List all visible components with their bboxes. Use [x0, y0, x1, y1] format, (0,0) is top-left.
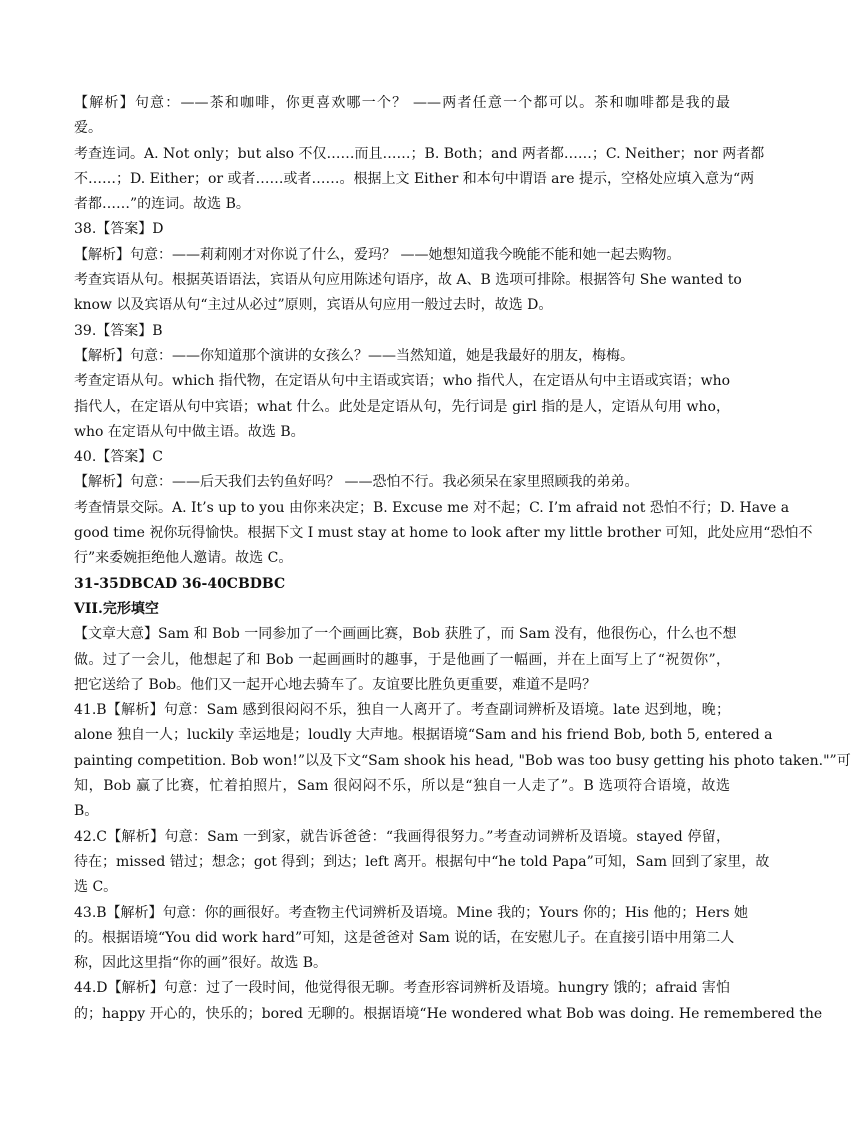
text-line: 的。根据语境“You did work hard”可知，这是爸爸对 Sam 说的话，在安慰儿子。在直接引语中用第二人: [74, 929, 735, 946]
text-line: alone 独自一人；luckily 幸运地是；loudly 大声地。根据语境“Sam and his friend Bob, both 5, entered a: [74, 727, 773, 744]
text-line: 的；happy 开心的，快乐的；bored 无聊的。根据语境“He wondered what Bob was doing. He remembered the: [74, 1005, 823, 1022]
text-line: who 在定语从句中做主语。故选 B。: [74, 423, 305, 440]
text-line: 爱。: [74, 120, 102, 137]
text-line: 39.【答案】B: [74, 322, 163, 339]
text-line: 考查定语从句。which 指代物，在定语从句中主语或宾语；who 指代人，在定语从句中主语或宾语；who: [74, 373, 731, 390]
text-line: 待在；missed 错过；想念；got 得到；到达；left 离开。根据句中“he told Papa”可知，Sam 回到了家里，故: [74, 853, 770, 870]
text-line: 考查连词。A. Not only；but also 不仅……而且……；B. Both；and 两者都……；C. Neither；nor 两者都: [74, 145, 765, 162]
section-heading: 31-35DBCAD 36-40CBDBC: [74, 575, 286, 592]
text-line: 指代人，在定语从句中宾语；what 什么。此处是定语从句，先行词是 girl 指的是人，定语从句用 who，: [74, 398, 730, 415]
section-heading: VII.完形填空: [74, 600, 159, 617]
text-line: 考查宾语从句。根据英语语法，宾语从句应用陈述句语序，故 A、B 选项可排除。根据答句 She wanted to: [74, 272, 742, 289]
text-line: 做。过了一会儿，他想起了和 Bob 一起画画时的趣事，于是他画了一幅画，并在上面写上了“祝贺你”，: [74, 651, 730, 668]
text-line: good time 祝你玩得愉快。根据下文 I must stay at home to look after my little brother 可知，此处应用“恐怕不: [74, 525, 813, 542]
text-line: 知，Bob 赢了比赛，忙着拍照片，Sam 很闷闷不乐，所以是“独自一人走了”。B 选项符合语境，故选: [74, 778, 730, 795]
text-line: 把它送给了 Bob。他们又一起开心地去骑车了。友谊要比胜负更重要，难道不是吗？: [74, 676, 597, 693]
text-line: 44.D【解析】句意：过了一段时间，他觉得很无聊。考查形容词辨析及语境。hungry 饿的；afraid 害怕: [74, 980, 730, 997]
text-line: 者都……”的连词。故选 B。: [74, 196, 250, 213]
text-line: 43.B【解析】句意：你的画很好。考查物主代词辨析及语境。Mine 我的；Yours 你的；His 他的；Hers 她: [74, 904, 749, 921]
text-line: 40.【答案】C: [74, 449, 163, 466]
text-line: 选 C。: [74, 879, 118, 896]
text-line: 【解析】句意：——你知道那个演讲的女孩么？——当然知道，她是我最好的朋友，梅梅。: [74, 347, 634, 364]
text-line: know 以及宾语从句“主过从必过”原则，宾语从句应用一般过去时，故选 D。: [74, 297, 553, 314]
text-line: 42.C【解析】句意：Sam 一到家，就告诉爸爸：“我画得很努力。”考查动词辨析及语境。stayed 停留，: [74, 828, 730, 845]
text-line: painting competition. Bob won!”以及下文“Sam shook his head, "Bob was too busy getting his photo taken."”可: [74, 752, 851, 769]
text-line: B。: [74, 803, 99, 820]
text-line: 【解析】句意：——莉莉刚才对你说了什么，爱玛？ ——她想知道我今晚能不能和她一起去购物。: [74, 246, 681, 263]
text-line: 38.【答案】D: [74, 221, 164, 238]
text-line: 行”来委婉拒绝他人邀请。故选 C。: [74, 550, 293, 567]
text-line: 考查情景交际。A. It’s up to you 由你来决定；B. Excuse me 对不起；C. I’m afraid not 恐怕不行；D. Have a: [74, 499, 790, 516]
text-line: 不……；D. Either；or 或者……或者……。根据上文 Either 和本句中谓语 are 提示，空格处应填入意为“两: [74, 170, 755, 187]
text-line: 称，因此这里指“你的画”很好。故选 B。: [74, 955, 328, 972]
text-line: 41.B【解析】句意：Sam 感到很闷闷不乐，独自一人离开了。考查副词辨析及语境。late 迟到地，晚；: [74, 702, 730, 719]
text-line: 【解析】句意：——茶和咖啡，你更喜欢哪一个？ ——两者任意一个都可以。茶和咖啡都是我的最: [74, 95, 730, 111]
text-line: 【文章大意】Sam 和 Bob 一同参加了一个画画比赛，Bob 获胜了，而 Sam 没有，他很伤心，什么也不想: [74, 626, 737, 643]
text-line: 【解析】句意：——后天我们去钓鱼好吗？ ——恐怕不行。我必须呆在家里照顾我的弟弟。: [74, 474, 639, 491]
